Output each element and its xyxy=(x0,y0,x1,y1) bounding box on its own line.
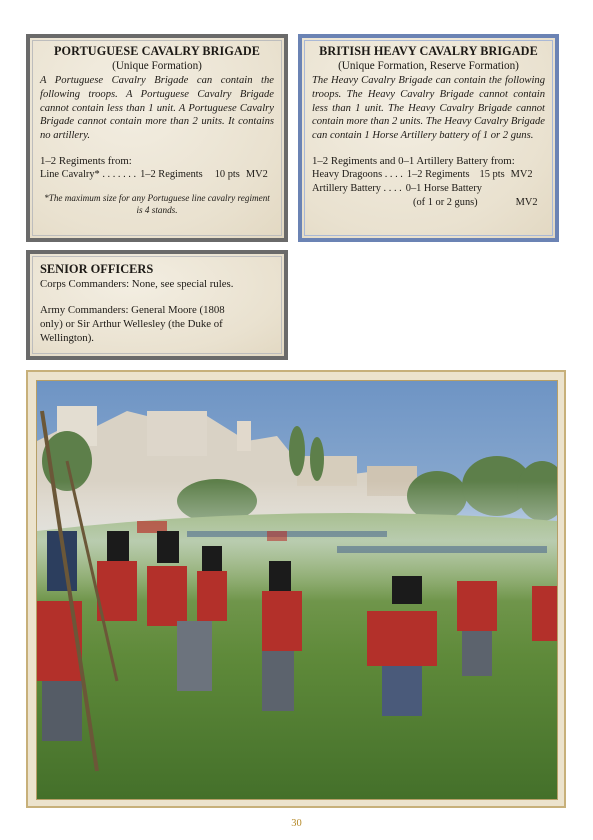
unit-count: 1–2 Regiments xyxy=(406,168,470,180)
british-regiments-header: 1–2 Regiments and 0–1 Artillery Battery from: xyxy=(312,154,515,167)
unit-mv: MV2 xyxy=(245,168,268,180)
photo-frame xyxy=(26,370,566,808)
page-number: 30 xyxy=(291,818,302,829)
portuguese-footnote: *The maximum size for any Portuguese line cavalry regiment is 4 stands. xyxy=(44,192,270,216)
portuguese-regiments-header: 1–2 Regiments from: xyxy=(40,154,132,167)
portuguese-cavalry-brigade-box xyxy=(26,34,288,242)
unit-points: 15 pts xyxy=(479,168,505,180)
british-heavy-dragoons-row xyxy=(312,168,545,182)
portuguese-brigade-description: A Portuguese Cavalry Brigade can contain the following troops. A Portuguese Cavalry Brigade cannot contain less than 1 unit. A Portuguese Cavalry Brigade cannot contain more than 2 units. It contains no artillery. xyxy=(40,75,274,142)
miniatures-battle-photo xyxy=(36,380,558,800)
unit-mv: MV2 xyxy=(510,168,533,180)
unit-name: Line Cavalry* . . . . . . . xyxy=(40,168,137,180)
photo-illustration xyxy=(37,381,557,799)
british-artillery-row xyxy=(312,182,545,196)
british-brigade-title: BRITISH HEAVY CAVALRY BRIGADE xyxy=(319,44,538,58)
portuguese-line-cavalry-row xyxy=(40,168,274,182)
army-commanders-line-2: only) or Sir Arthur Wellesley (the Duke of xyxy=(40,318,223,330)
army-commanders-line-1: Army Commanders: General Moore (1808 xyxy=(40,304,225,316)
unit-count: 0–1 Horse Battery xyxy=(405,182,482,194)
unit-mv: MV2 xyxy=(515,196,538,208)
senior-officers-title: SENIOR OFFICERS xyxy=(40,262,154,276)
portuguese-brigade-subtitle: (Unique Formation) xyxy=(112,60,202,72)
british-artillery-guns-row xyxy=(312,196,545,210)
corps-commanders-text: Corps Commanders: None, see special rules. xyxy=(40,278,234,290)
unit-name: Heavy Dragoons . . . . xyxy=(312,168,403,180)
unit-count: (of 1 or 2 guns) xyxy=(413,196,478,208)
unit-count: 1–2 Regiments xyxy=(140,168,203,180)
portuguese-brigade-title: PORTUGUESE CAVALRY BRIGADE xyxy=(53,44,261,58)
army-commanders-line-3: Wellington). xyxy=(40,332,95,344)
unit-name: Artillery Battery . . . . xyxy=(312,182,402,194)
unit-points: 10 pts xyxy=(214,168,240,180)
british-brigade-description: The Heavy Cavalry Brigade can contain the following troops. The Heavy Cavalry Brigade cannot contain less than 1 unit. The Heavy Cavalry Brigade cannot contain more than 2 units. The Heavy Cavalry Brigade can contain 1 Horse Artillery battery of 1 or 2 guns. xyxy=(312,75,545,142)
senior-officers-box xyxy=(26,250,288,360)
british-brigade-subtitle: (Unique Formation, Reserve Formation) xyxy=(338,60,519,72)
british-heavy-cavalry-brigade-box xyxy=(298,34,559,242)
